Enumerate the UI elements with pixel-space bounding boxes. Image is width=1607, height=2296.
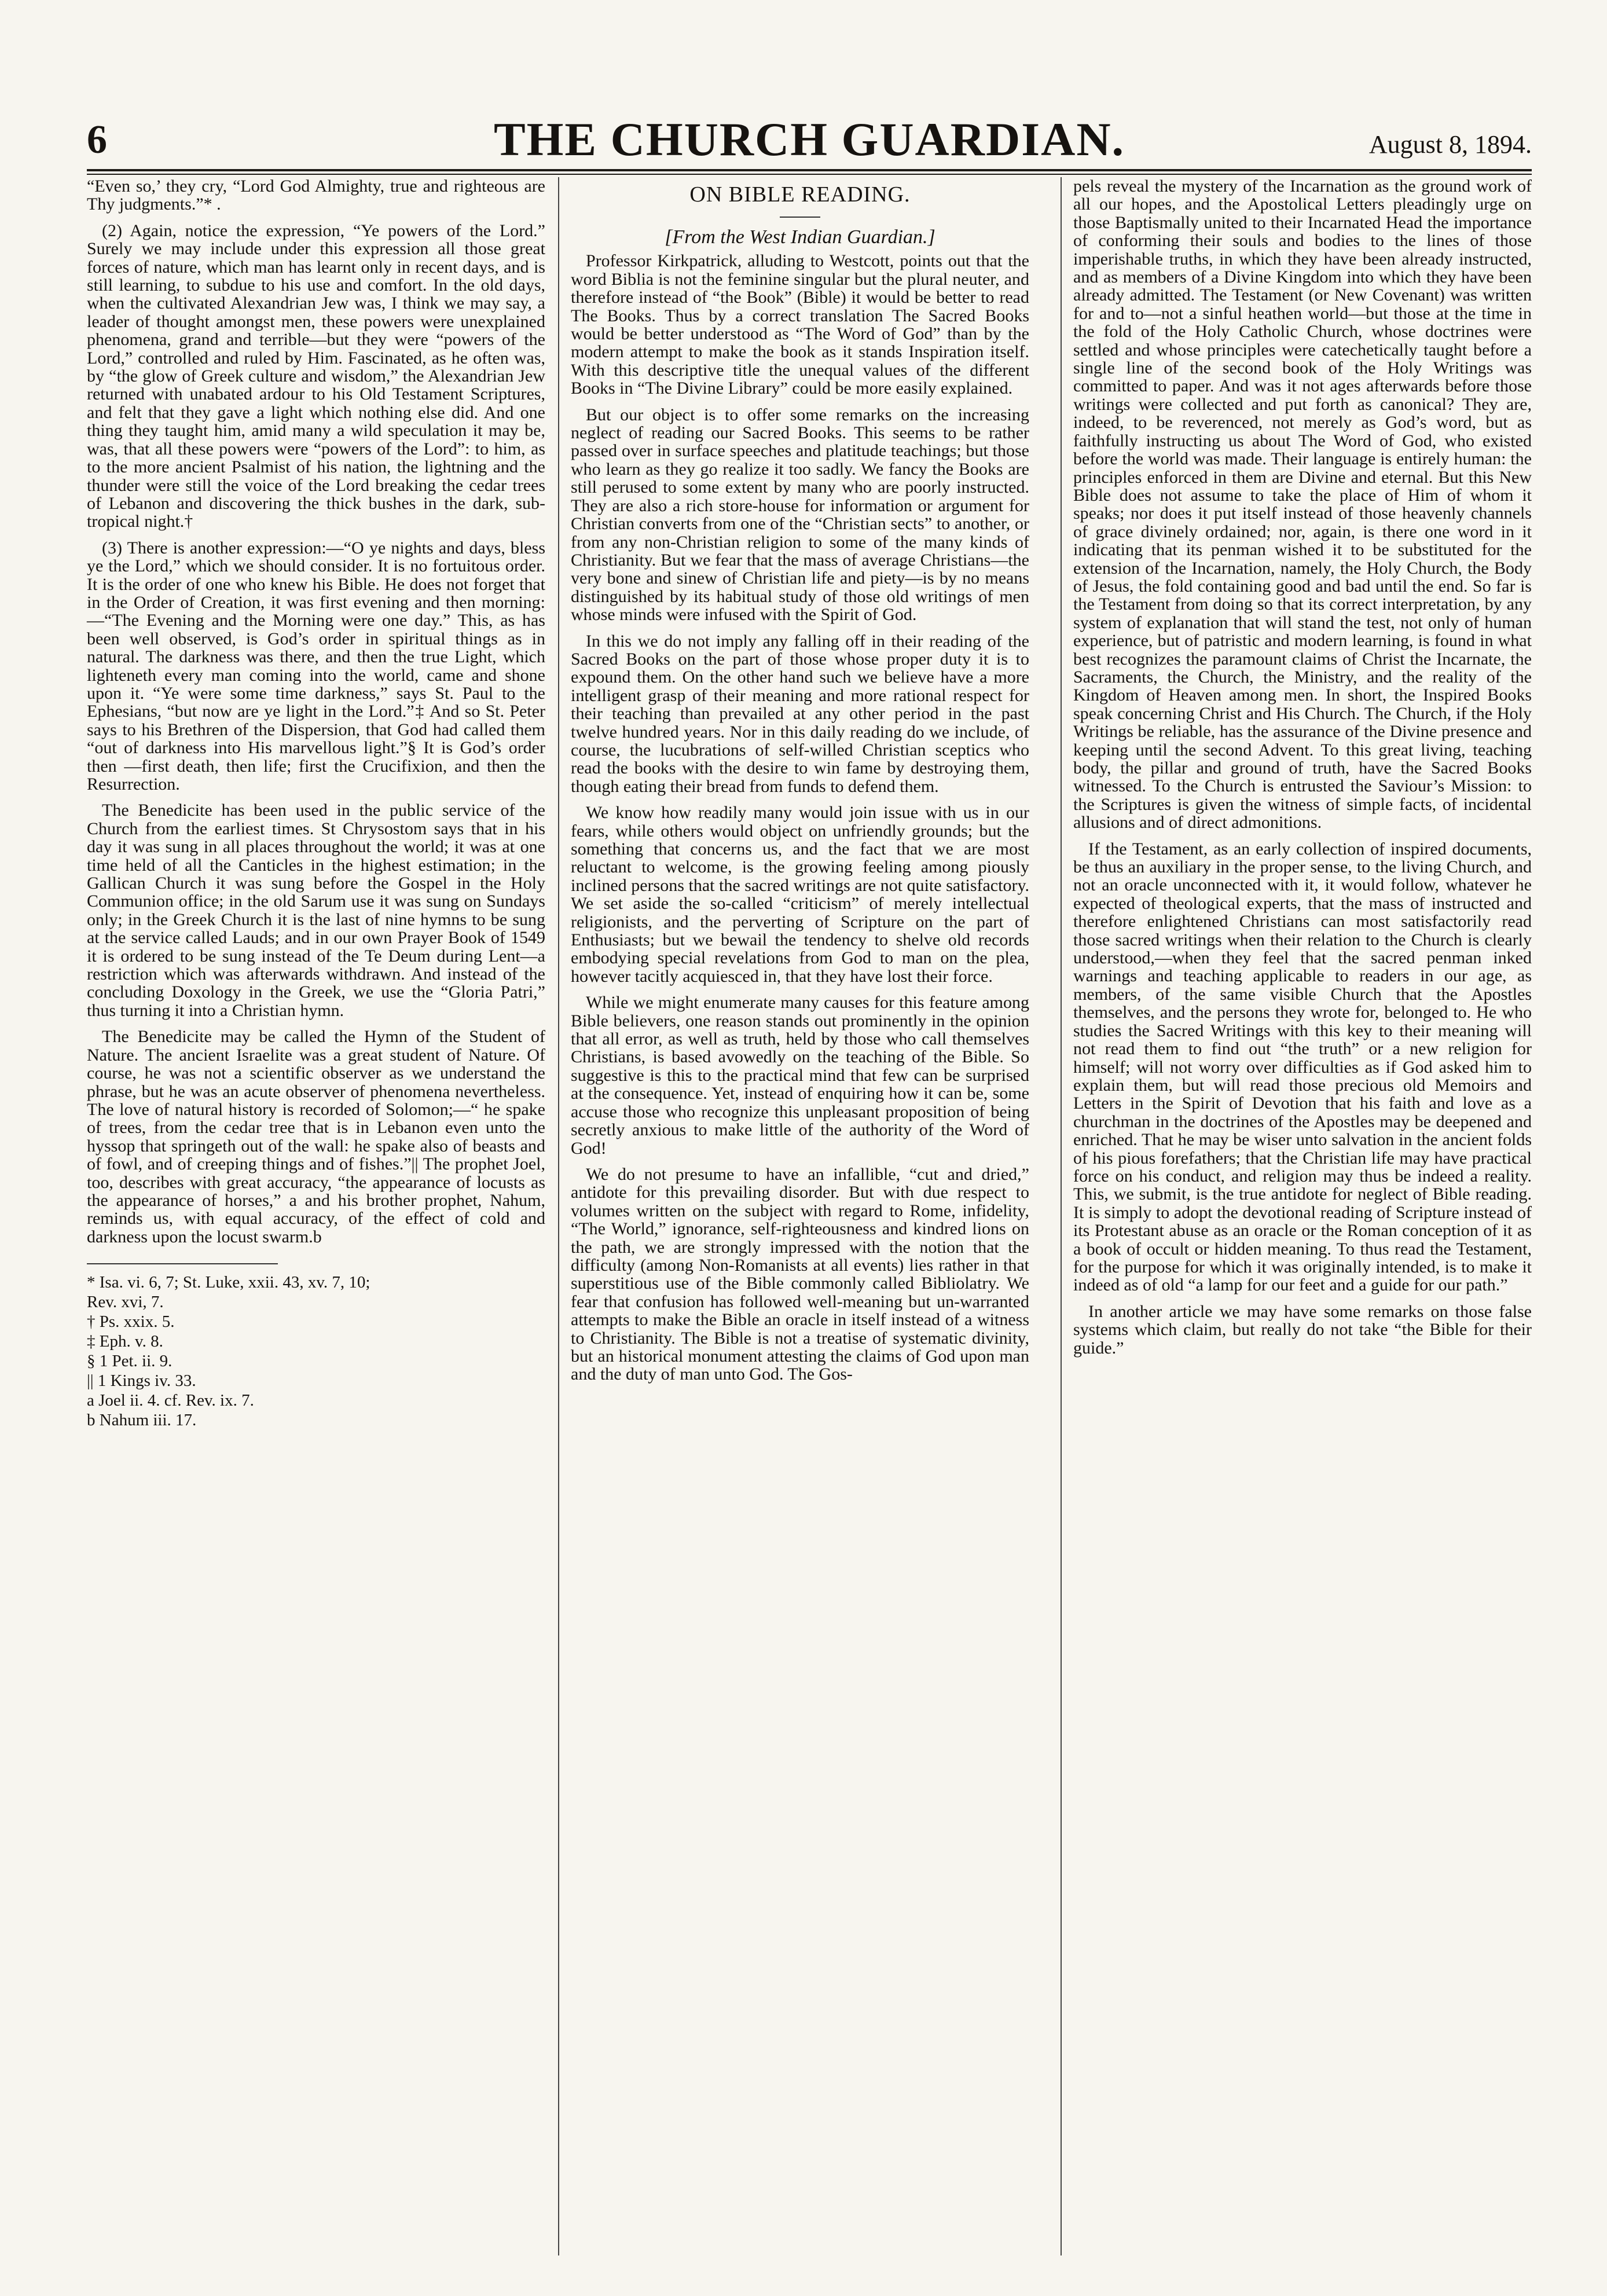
- footnote: ‡ Eph. v. 8.: [87, 1332, 163, 1351]
- paragraph: In another article we may have some remarks on those false systems which claim, but really do not take “the Bible for their guide.”: [1073, 1301, 1532, 1358]
- paragraph: (2) Again, notice the expression, “Ye powers of the Lord.” Surely we may include under this expression all those great forces of nature, which man has learnt only in recent days, and is still learning, to subdue to his use and comfort. In the old days, when the cultivated Alexandrian Jew was, I think we may say, a leader of thought amongst men, these powers were unexplained phenomena, grand and terrible—but they were “powers of the Lord,” controlled and ruled by Him. Fascinated, as he often was, by “the glow of Greek culture and wisdom,” the Alexandrian Jew returned with unabated ardour to his Old Testament Scriptures, and felt that they gave a light which nothing else did. And one thing they taught him, amid many a wild speculation it may be, was, that all these powers were “powers of the Lord”: to him, as to the more ancient Psalmist of his nation, the lightning and the thunder were still the voice of the Lord breaking the cedar trees of Lebanon and discovering the thick bushes in the dark, sub-tropical night.†: [87, 221, 545, 531]
- column-left: [87, 177, 545, 1430]
- paragraph: We do not presume to have an infallible, “cut and dried,” antidote for this prevailing disorder. But with due respect to volumes written on the subject with regard to Rome, infidelity, “The World,” ignorance, self-righteousness and kindred lions on the path, we are strongly impressed with the notion that the difficulty (among Non-Romanists at all events) lies rather in that superstitious use of the Bible commonly called Bibliolatry. We fear that confusion has followed well-meaning but un-warranted attempts to make the Bible an oracle in itself instead of a witness to Christianity. The Bible is not a treatise of systematic divinity, but an historical monument attesting the claims of God upon man and the duty of man unto God. The Gos-: [571, 1164, 1029, 1384]
- header-rule-thin: [87, 174, 1532, 175]
- paragraph: pels reveal the mystery of the Incarnation as the ground work of all our hopes, and the Apostolical Letters pleadingly urge on those Baptismally united to their Incarnated Head the importance of conforming their souls and bodies to the lines of those imperishable truths, in which they have been already instructed, and as members of a Divine Kingdom into which they have been already admitted. The Testament (or New Covenant) was written for and to—not a sinful heathen world—but those at the time in the fold of the Holy Catholic Church, whose doctrines were settled and whose principles were catechetically taught before a single line of the second book of the Holy Writings was committed to paper. And was it not ages afterwards before those writings were collected and put forth as canonical? They are, indeed, to be reverenced, not merely as God’s word, but as faithfully instructing us about The Word of God, who existed before the world was made. Their language is entirely human: the principles enforced in them are Divine and eternal. But this New Bible does not assume to take the place of Him of whom it speaks; nor does it put itself instead of those heavenly channels of grace divinely ordained; nor, again, is there one word in it indicating that its penman wished it to be substituted for the extension of the Incarnation, namely, the Holy Church, the Body of Jesus, the fold containing good and bad until the end. So far is the Testament from doing so that its correct interpretation, by any system of explanation that will stand the test, not only of human experience, but of patristic and modern learning, is found in what best recognizes the paramount claims of Christ the Incarnate, the Sacraments, the Church, the Ministry, and the reality of the Kingdom of Heaven among men. In short, the Inspired Books speak concerning Christ and His Church. The Church, if the Holy Writings be reliable, has the assurance of the Divine presence and keeping until the second Advent. To this great living, teaching body, the pillar and ground of truth, have the Sacred Books witnessed. To the Church is entrusted the Saviour’s Mission: to the Scriptures is given the witness of simple facts, of incidental allusions and of direct admonitions.: [1073, 177, 1532, 832]
- page-number: 6: [87, 118, 107, 162]
- paragraph: We know how readily many would join issue with us in our fears, while others would object on unfriendly grounds; but the something that concerns us, and the fact that we are most reluctant to welcome, is the growing feeling among piously inclined persons that the sacred writings are not quite satisfactory. We set aside the so-called “criticism” of merely intellectual religionists, and the perverting of Scripture on the part of Enthusiasts; but we bewail the tendency to shelve old records embodying special revelations from God to man on the plea, however tacitly acquiesced in, that they have lost their force.: [571, 803, 1029, 986]
- paragraph: The Benedicite may be called the Hymn of the Student of Nature. The ancient Israelite was a great student of Nature. Of course, he was not a scientific observer as we understand the phrase, but he was an acute observer of phenomena nevertheless. The love of natural history is recorded of Solomon;—“ he spake of trees, from the cedar tree that is in Lebanon even unto the hyssop that springeth out of the wall: he spake also of beasts and of fowl, and of creeping things and of fishes.”|| The prophet Joel, too, describes with great accuracy, “the appearance of locusts as the appearance of horses,” a and his brother prophet, Nahum, reminds us, with equal accuracy, of the effect of cold and darkness upon the locust swarm.b: [87, 1027, 545, 1246]
- page-header: [87, 113, 1532, 166]
- paragraph: While we might enumerate many causes for this feature among Bible believers, one reason stands out prominently in the opinion that all error, as well as truth, held by those who call themselves Christians, is based avowedly on the teaching of the Bible. So suggestive is this to the practical mind that few can be surprised at the consequence. Yet, instead of enquiring how it can be, some accuse those who recognize this unpleasant proposition of being secretly anxious to make little of the authority of the Word of God!: [571, 993, 1029, 1158]
- footnote: † Ps. xxix. 5.: [87, 1312, 175, 1332]
- issue-date: August 8, 1894.: [1368, 130, 1532, 159]
- title-rule: [780, 217, 820, 218]
- paragraph: Professor Kirkpatrick, alluding to Westcott, points out that the word Biblia is not the feminine singular but the plural neuter, and therefore instead of “the Book” (Bible) it would be better to read The Books. Thus by a correct translation The Sacred Books would be better understood as “The Word of God” than by the modern attempt to make the book as it stands Inspiration itself. With this descriptive title the unequal values of the different Books in “The Divine Library” could be more easily explained.: [571, 251, 1029, 398]
- footnote: b Nahum iii. 17.: [87, 1411, 197, 1430]
- paragraph: “Even so,’ they cry, “Lord God Almighty, true and righteous are Thy judgments.”* .: [87, 177, 545, 214]
- footnote: * Isa. vi. 6, 7; St. Luke, xxii. 43, xv. 7, 10;: [87, 1273, 370, 1292]
- paragraph: In this we do not imply any falling off in their reading of the Sacred Books on the part of those whose proper duty it is to expound them. On the other hand such we believe have a more intelligent grasp of their meaning and more rational respect for their teaching than prevailed at any other period in the past twelve hundred years. Nor in this daily reading do we include, of course, the lucubrations of self-willed Christian sceptics who read the books with the desire to win fame by destroying them, though eating their bread from funds to defend them.: [571, 631, 1029, 796]
- paragraph: But our object is to offer some remarks on the increasing neglect of reading our Sacred Books. This seems to be rather passed over in surface speeches and platitude teachings; but those who learn as they go realize it too sadly. We fancy the Books are still perused to some extent by many who are poorly instructed. They are also a rich store-house for information or argument for Christian converts from one of the “Christian sects” to another, or from any non-Christian religion to some of the many kinds of Christianity. But we fear that the mass of average Christians—the very bone and sinew of Christian life and piety—is by no means distinguished by its habitual study of those old writings of men whose minds were infused with the Spirit of God.: [571, 405, 1029, 625]
- paragraph: If the Testament, as an early collection of inspired documents, be thus an auxiliary in the proper sense, to the living Church, and not an oracle unconnected with it, it would follow, whatever he expected of theological experts, that the mass of instructed and therefore enlightened Christians can most satisfactorily read those sacred writings when their relation to the Church is clearly understood,—when they feel that the sacred penman inked warnings and teaching applicable to readers in our age, as members, of the same visible Church that the Apostles themselves, and the persons they wrote for, belonged to. He who studies the Sacred Writings with this key to their meaning will not read them to find out “the truth” or a new religion for himself; will not worry over difficulties as if God asked him to explain them, but will read those precious old Memoirs and Letters in the Spirit of Devotion that his faith and love as a churchman in the doctrines of the Apostles may be deepened and enriched. That he may be wiser unto salvation in the ancient folds of his pious forefathers; that the Christian life may have practical force on his conduct, and religion may thus be indeed a reality. This, we submit, is the true antidote for neglect of Bible reading. It is simply to adopt the devotional reading of Scripture instead of its Protestant abuse as an oracle or the Roman conception of it as a book of occult or hidden meaning. To thus read the Testament, for the purpose for which it was originally intended, is to make it indeed as of old “a lamp for our feet and a guide for our path.”: [1073, 839, 1532, 1295]
- footnotes-rule: [87, 1263, 278, 1264]
- footnote: § 1 Pet. ii. 9.: [87, 1352, 173, 1371]
- masthead-title: THE CHURCH GUARDIAN.: [493, 113, 1125, 166]
- header-rule-thick: [87, 169, 1532, 171]
- paragraph: (3) There is another expression:—“O ye nights and days, bless ye the Lord,” which we should consider. It is no fortuitous order. It is the order of one who knew his Bible. He does not forget that in the Order of Creation, it was first evening and then morning:—“The Evening and the Morning were one day.” This, as has been well observed, is God’s order in spiritual things as in natural. The darkness was there, and then the true Light, which lighteneth every man coming into the world, came and shone upon it. “Ye were some time darkness,” says St. Paul to the Ephesians, “but now are ye light in the Lord.”‡ And so St. Peter says to his Brethren of the Dispersion, that God had called them “out of darkness into His marvellous light.”§ It is God’s order then —first death, then life; first the Crucifixion, and then the Resurrection.: [87, 538, 545, 794]
- paragraph: The Benedicite has been used in the public service of the Church from the earliest times. St Chrysostom says that in his day it was sung in all places throughout the world; it was at one time held of all the Canticles in the highest estimation; in the Gallican Church it was sung before the Gospel in the Holy Communion office; in the old Sarum use it was sung on Sundays only; in the Greek Church it is the last of nine hymns to be sung at the service called Lauds; and in our own Prayer Book of 1549 it is ordered to be sung instead of the Te Deum during Lent—a restriction which was afterwards withdrawn. And instead of the concluding Doxology in the Greek, we use the “Gloria Patri,” thus turning it into a Christian hymn.: [87, 801, 545, 1020]
- column-right: [1073, 177, 1532, 1365]
- footnotes: [87, 1272, 545, 1430]
- footnote: Rev. xvi, 7.: [87, 1293, 164, 1312]
- footnote: || 1 Kings iv. 33.: [87, 1371, 196, 1391]
- column-middle: [571, 177, 1029, 1392]
- column-divider: [1061, 177, 1062, 2255]
- article-source: [From the West Indian Guardian.]: [665, 226, 935, 248]
- column-divider: [558, 177, 559, 2255]
- footnote: a Joel ii. 4. cf. Rev. ix. 7.: [87, 1391, 254, 1410]
- article-title: ON BIBLE READING.: [689, 182, 911, 207]
